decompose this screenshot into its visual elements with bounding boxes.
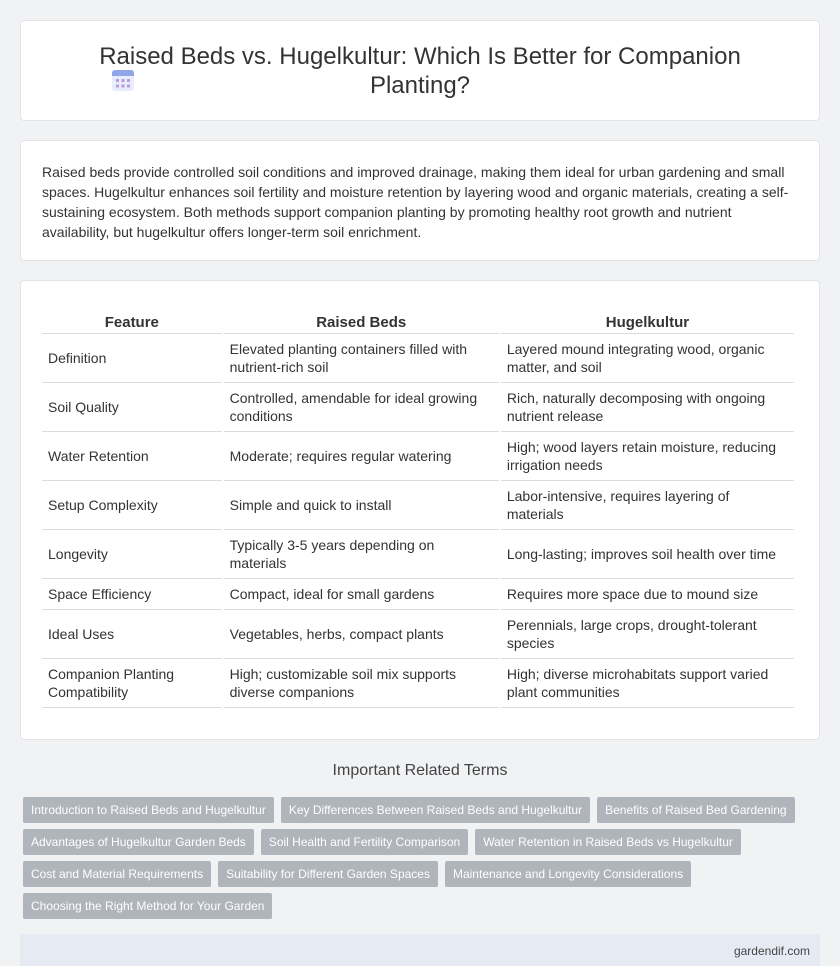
table-row [42, 659, 794, 708]
table-cell-hugelkultur: High; wood layers retain moisture, reducing irrigation needs [501, 432, 794, 481]
table-cell-feature: Ideal Uses [42, 610, 222, 659]
intro-paragraph: Raised beds provide controlled soil conditions and improved drainage, making them ideal for urban gardening and small spaces. Hugelkultur enhances soil fertility and moisture retention by layering wood and organic materials, creating a self-sustaining ecosystem. Both methods support companion planting by promoting healthy root growth and nutrient availability, but hugelkultur offers longer-term soil enrichment. [42, 164, 789, 240]
table-row [42, 481, 794, 530]
table-row [42, 530, 794, 579]
related-term-tag[interactable]: Maintenance and Longevity Considerations [445, 861, 691, 887]
table-cell-hugelkultur: Requires more space due to mound size [501, 579, 794, 610]
related-term-tag[interactable]: Suitability for Different Garden Spaces [218, 861, 438, 887]
table-cell-raised-beds: Compact, ideal for small gardens [224, 579, 499, 610]
column-header-feature: Feature [42, 304, 222, 334]
table-row [42, 610, 794, 659]
table-cell-raised-beds: Moderate; requires regular watering [224, 432, 499, 481]
table-cell-hugelkultur: Long-lasting; improves soil health over time [501, 530, 794, 579]
footer [20, 934, 820, 966]
table-cell-hugelkultur: Rich, naturally decomposing with ongoing nutrient release [501, 383, 794, 432]
intro-card [20, 140, 820, 261]
header-card [20, 20, 820, 121]
table-cell-feature: Space Efficiency [42, 579, 222, 610]
table-row [42, 432, 794, 481]
related-term-tag[interactable]: Introduction to Raised Beds and Hugelkultur [23, 797, 274, 823]
column-header-hugelkultur: Hugelkultur [501, 304, 794, 334]
table-row [42, 383, 794, 432]
table-cell-raised-beds: Controlled, amendable for ideal growing conditions [224, 383, 499, 432]
table-cell-feature: Definition [42, 334, 222, 383]
page-title: Raised Beds vs. Hugelkultur: Which Is Better for Companion Planting? [99, 42, 741, 99]
table-cell-hugelkultur: High; diverse microhabitats support varied plant communities [501, 659, 794, 708]
comparison-table [40, 304, 796, 708]
table-cell-raised-beds: High; customizable soil mix supports diverse companions [224, 659, 499, 708]
table-cell-raised-beds: Vegetables, herbs, compact plants [224, 610, 499, 659]
related-term-tag[interactable]: Water Retention in Raised Beds vs Hugelkultur [475, 829, 741, 855]
footer-site-name[interactable]: gardendif.com [733, 944, 810, 958]
related-term-tag[interactable]: Soil Health and Fertility Comparison [261, 829, 468, 855]
table-cell-feature: Setup Complexity [42, 481, 222, 530]
related-term-tag[interactable]: Cost and Material Requirements [23, 861, 211, 887]
related-terms-list [23, 797, 803, 919]
title-wrap [70, 42, 770, 100]
related-term-tag[interactable]: Key Differences Between Raised Beds and Hugelkultur [281, 797, 590, 823]
calendar-icon [110, 67, 136, 93]
table-header-row [42, 304, 794, 334]
related-term-tag[interactable]: Advantages of Hugelkultur Garden Beds [23, 829, 254, 855]
table-cell-feature: Companion Planting Compatibility [42, 659, 222, 708]
table-cell-raised-beds: Elevated planting containers filled with nutrient-rich soil [224, 334, 499, 383]
table-row [42, 579, 794, 610]
table-cell-feature: Water Retention [42, 432, 222, 481]
column-header-raised-beds: Raised Beds [224, 304, 499, 334]
table-cell-hugelkultur: Labor-intensive, requires layering of materials [501, 481, 794, 530]
comparison-card [20, 280, 820, 740]
table-cell-feature: Soil Quality [42, 383, 222, 432]
table-cell-hugelkultur: Perennials, large crops, drought-tolerant species [501, 610, 794, 659]
related-terms-heading: Important Related Terms [332, 762, 508, 779]
table-cell-raised-beds: Simple and quick to install [224, 481, 499, 530]
related-term-tag[interactable]: Choosing the Right Method for Your Garden [23, 893, 272, 919]
related-term-tag[interactable]: Benefits of Raised Bed Gardening [597, 797, 794, 823]
table-cell-feature: Longevity [42, 530, 222, 579]
table-row [42, 334, 794, 383]
table-cell-raised-beds: Typically 3-5 years depending on materials [224, 530, 499, 579]
table-cell-hugelkultur: Layered mound integrating wood, organic matter, and soil [501, 334, 794, 383]
